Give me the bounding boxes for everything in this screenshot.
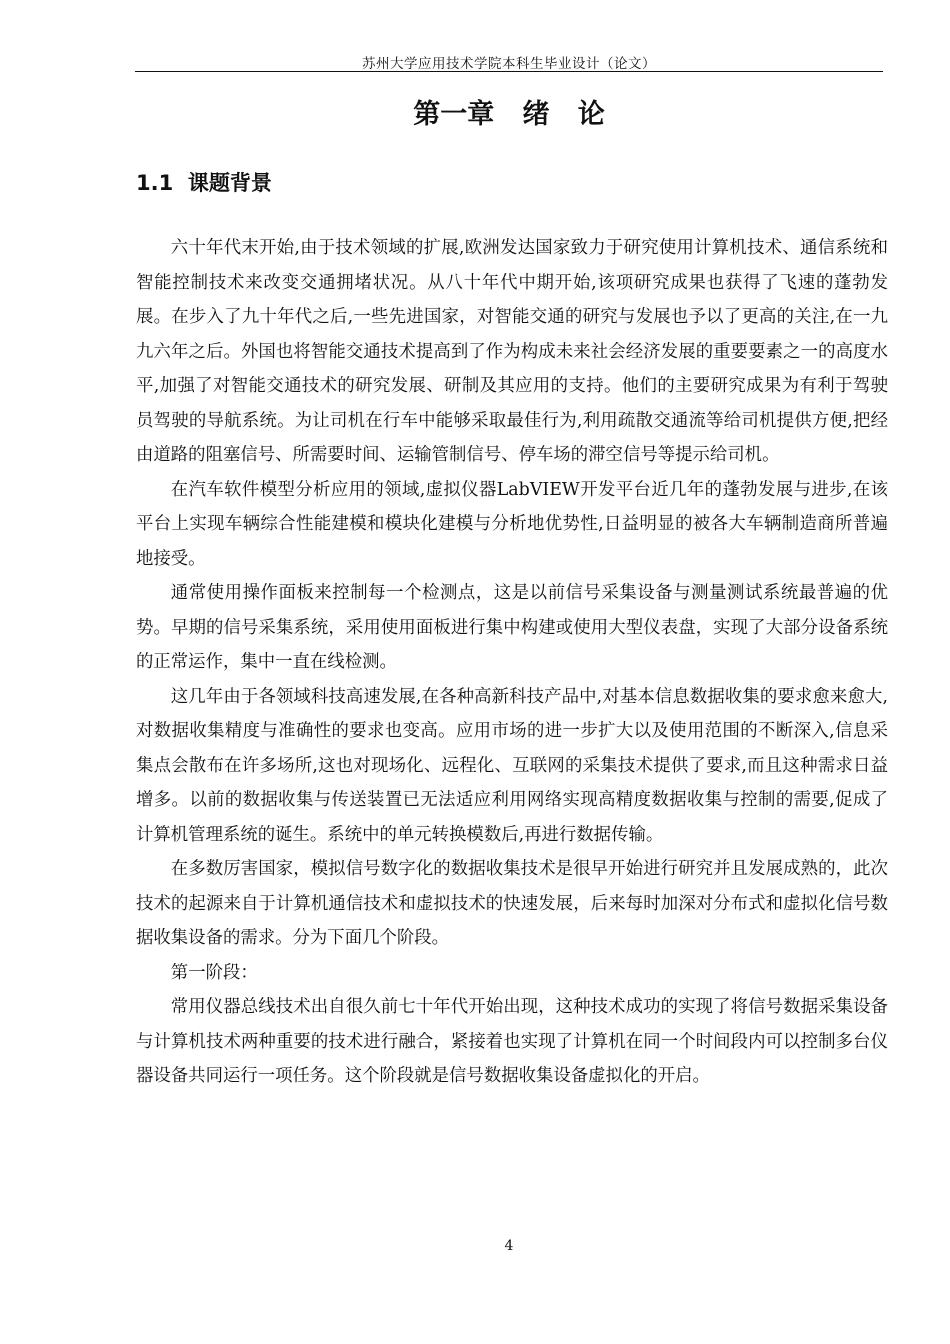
- paragraph: 通常使用操作面板来控制每一个检测点，这是以前信号采集设备与测量测试系统最普遍的优势。早期的信号采集系统，采用使用面板进行集中构建或使用大型仪表盘，实现了大部分设备系统的正常运作，集中一直在线检测。: [136, 583, 888, 672]
- paragraph: 在汽车软件模型分析应用的领域,虚拟仪器LabVIEW开发平台近几年的蓬勃发展与进步,在该平台上实现车辆综合性能建模和模块化建模与分析地优势性,日益明显的被各大车辆制造商所普遍地接受。: [136, 479, 888, 569]
- running-header: 苏州大学应用技术学院本科生毕业设计（论文）: [362, 56, 656, 72]
- chapter-title: 第一章 绪 论: [413, 99, 605, 130]
- body-text: [136, 231, 888, 1094]
- paragraph: 这几年由于各领域科技高速发展,在各种高新科技产品中,对基本信息数据收集的要求愈来愈大,对数据收集精度与准确性的要求也变高。应用市场的进一步扩大以及使用范围的不断深入,信息采集点会散布在许多场所,这也对现场化、远程化、互联网的采集技术提供了要求,而且这种需求日益增多。以前的数据收集与传送装置已无法适应利用网络实现高精度数据收集与控制的需要,促成了计算机管理系统的诞生。系统中的单元转换模数后,再进行数据传输。: [136, 686, 888, 845]
- paragraph: 第一阶段：: [170, 962, 258, 983]
- paragraph: 六十年代末开始,由于技术领域的扩展,欧洲发达国家致力于研究使用计算机技术、通信系统和智能控制技术来改变交通拥堵状况。从八十年代中期开始,该项研究成果也获得了飞速的蓬勃发展。在步入了九十年代之后,一些先进国家，对智能交通的研究与发展也予以了更高的关注,在一九九六年之后。外国也将智能交通技术提高到了作为构成未来社会经济发展的重要要素之一的高度水平,加强了对智能交通技术的研究发展、研制及其应用的支持。他们的主要研究成果为有利于驾驶员驾驶的导航系统。为让司机在行车中能够采取最佳行为,利用疏散交通流等给司机提供方便,把经由道路的阻塞信号、所需要时间、运输管制信号、停车场的滞空信号等提示给司机。: [136, 238, 888, 465]
- page-number: 4: [504, 1238, 514, 1254]
- section-title: 1.1 课题背景: [136, 171, 272, 195]
- paragraph: 常用仪器总线技术出自很久前七十年代开始出现，这种技术成功的实现了将信号数据采集设备与计算机技术两种重要的技术进行融合，紧接着也实现了计算机在同一个时间段内可以控制多台仪器设备共同运行一项任务。这个阶段就是信号数据收集设备虚拟化的开启。: [136, 997, 888, 1086]
- paragraph: 在多数厉害国家，模拟信号数字化的数据收集技术是很早开始进行研究并且发展成熟的，此次技术的起源来自于计算机通信技术和虚拟技术的快速发展，后来每时加深对分布式和虚拟化信号数据收集设备的需求。分为下面几个阶段。: [136, 859, 888, 948]
- header-rule: [135, 71, 883, 72]
